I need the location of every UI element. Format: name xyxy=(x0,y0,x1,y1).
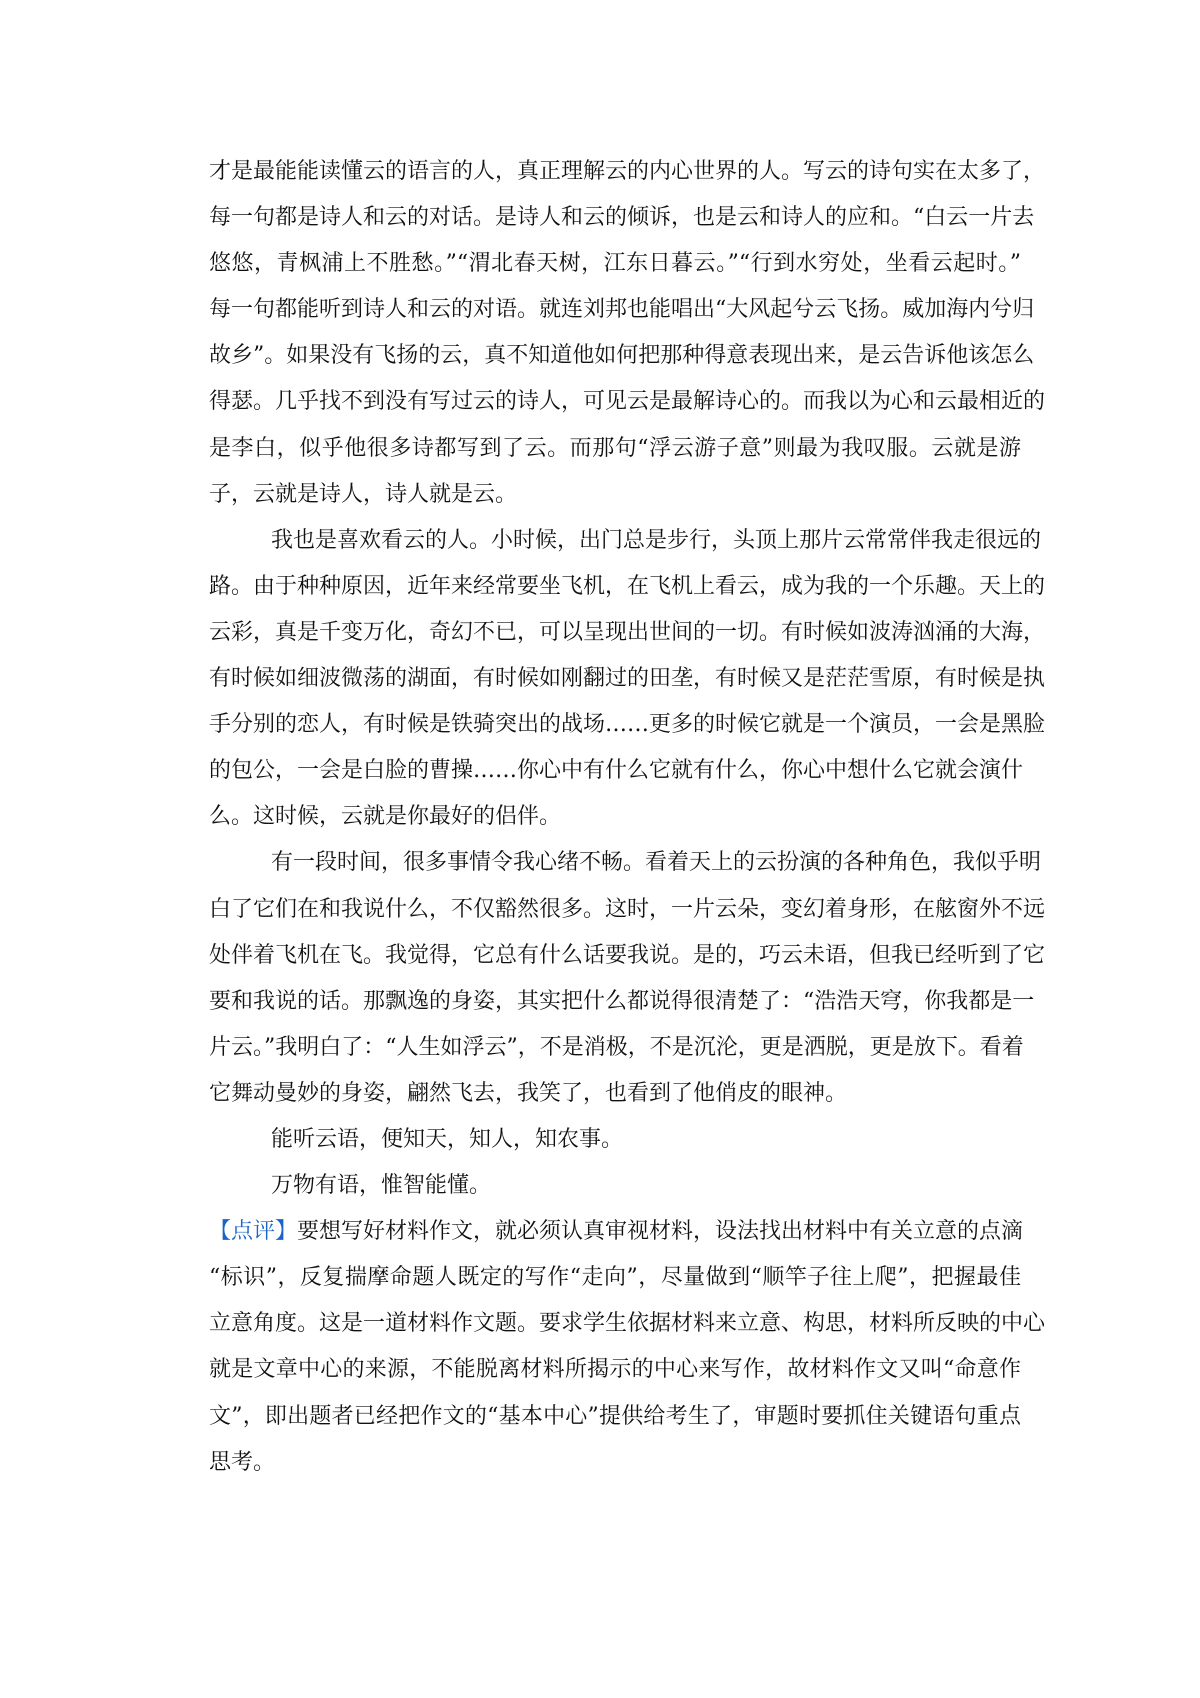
text-line: 有时候如细波微荡的湖面，有时候如刚翻过的田垄，有时候又是茫茫雪原，有时候是执 xyxy=(209,666,1046,692)
comment-line: 文”，即出题者已经把作文的“基本中心”提供给考生了，审题时要抓住关键语句重点 xyxy=(209,1403,1021,1429)
comment-tag: 【点评】 xyxy=(209,1219,298,1245)
text-line: 故乡”。如果没有飞扬的云，真不知道他如何把那种得意表现出来，是云告诉他该怎么 xyxy=(209,343,1035,369)
paragraph-first-line: 有一段时间，很多事情令我心绪不畅。看着天上的云扮演的各种角色，我似乎明 xyxy=(271,850,1042,876)
comment-line: “标识”，反复揣摩命题人既定的写作“走向”，尽量做到“顺竿子往上爬”，把握最佳 xyxy=(209,1265,1021,1291)
text-line: 每一句都是诗人和云的对话。是诗人和云的倾诉，也是云和诗人的应和。“白云一片去 xyxy=(209,205,1035,231)
comment-text: 要想写好材料作文，就必须认真审视材料，设法找出材料中有关立意的点滴 xyxy=(297,1219,1024,1245)
text-line: 白了它们在和我说什么，不仅豁然很多。这时，一片云朵，变幻着身形，在舷窗外不远 xyxy=(209,896,1046,922)
essay-text xyxy=(209,149,1046,1486)
paragraph-first-line: 我也是喜欢看云的人。小时候，出门总是步行，头顶上那片云常常伴我走很远的 xyxy=(271,527,1042,553)
text-line: 的包公，一会是白脸的曹操……你心中有什么它就有什么，你心中想什么它就会演什 xyxy=(209,758,1024,784)
text-line: 才是最能能读懂云的语言的人，真正理解云的内心世界的人。写云的诗句实在太多了， xyxy=(209,159,1046,184)
text-line: 它舞动曼妙的身姿，翩然飞去，我笑了，也看到了他俏皮的眼神。 xyxy=(209,1080,848,1106)
paragraph-short-2: 万物有语，惟智能懂。 xyxy=(271,1173,492,1199)
paragraph-short-1: 能听云语，便知天，知人，知农事。 xyxy=(271,1126,624,1152)
comment-line: 立意角度。这是一道材料作文题。要求学生依据材料来立意、构思，材料所反映的中心 xyxy=(209,1311,1046,1337)
text-line: 处伴着飞机在飞。我觉得，它总有什么话要我说。是的，巧云未语，但我已经听到了它 xyxy=(209,942,1046,968)
text-line: 每一句都能听到诗人和云的对语。就连刘邦也能唱出“大风起兮云飞扬。威加海内兮归 xyxy=(209,297,1035,323)
text-line: 路。由于种种原因，近年来经常要坐飞机，在飞机上看云，成为我的一个乐趣。天上的 xyxy=(209,573,1046,599)
text-line: 片云。”我明白了：“人生如浮云”，不是消极，不是沉沦，更是洒脱，更是放下。看着 xyxy=(209,1034,1024,1060)
comment-line: 就是文章中心的来源，不能脱离材料所揭示的中心来写作，故材料作文又叫“命意作 xyxy=(209,1357,1021,1383)
text-line: 么。这时候，云就是你最好的侣伴。 xyxy=(209,804,562,830)
text-line: 手分别的恋人，有时候是铁骑突出的战场……更多的时候它就是一个演员，一会是黑脸 xyxy=(209,712,1046,738)
text-line: 子，云就是诗人，诗人就是云。 xyxy=(209,481,518,507)
text-line: 要和我说的话。那飘逸的身姿，其实把什么都说得很清楚了：“浩浩天穹，你我都是一 xyxy=(209,988,1035,1014)
text-line: 是李白，似乎他很多诗都写到了云。而那句“浮云游子意”则最为我叹服。云就是游 xyxy=(209,435,1021,461)
text-line: 得瑟。几乎找不到没有写过云的诗人，可见云是最解诗心的。而我以为心和云最相近的 xyxy=(209,389,1046,415)
comment-line: 思考。 xyxy=(209,1449,276,1475)
text-line: 云彩，真是千变万化，奇幻不已，可以呈现出世间的一切。有时候如波涛汹涌的大海， xyxy=(209,619,1046,645)
text-line: 悠悠，青枫浦上不胜愁。”“渭北春天树，江东日暮云。”“行到水穷处，坐看云起时。” xyxy=(209,251,1021,277)
comment-first-line xyxy=(209,1209,1024,1255)
